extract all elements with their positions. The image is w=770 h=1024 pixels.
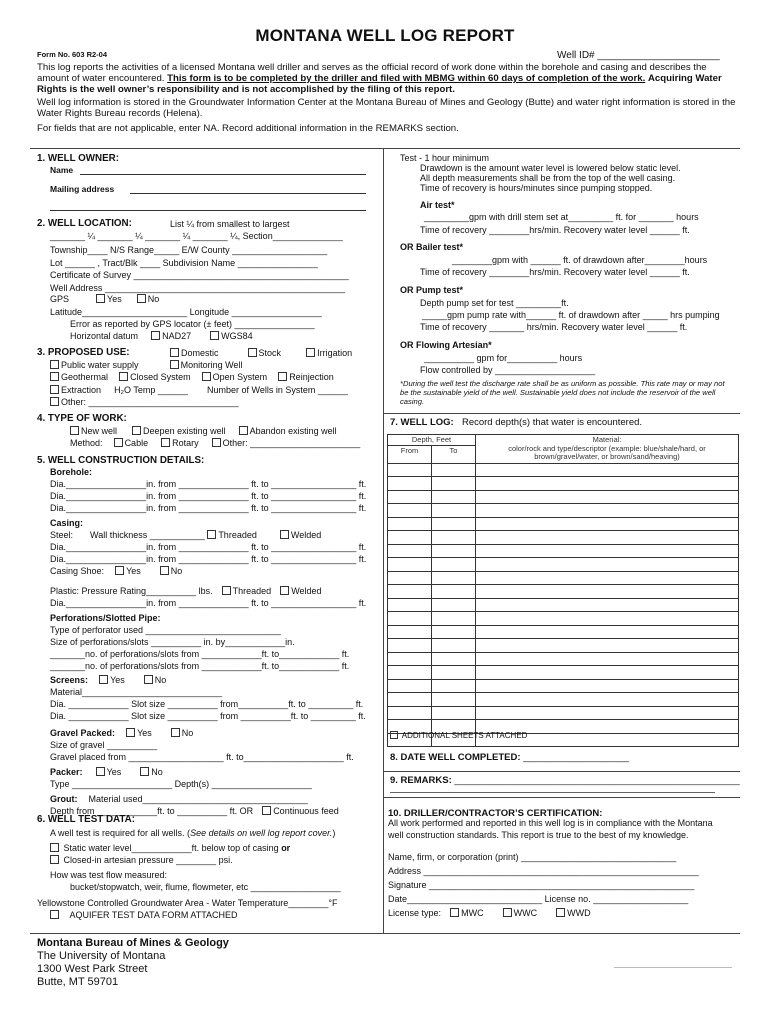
casing-label: Casing: xyxy=(50,518,84,528)
log-to-cell[interactable] xyxy=(432,706,476,720)
type-of-work-heading: 4. TYPE OF WORK: xyxy=(37,413,127,424)
well-log-row[interactable] xyxy=(388,693,739,707)
test-section-divider xyxy=(383,413,740,414)
well-log-row[interactable] xyxy=(388,585,739,599)
remarks-bottom-divider xyxy=(383,797,740,798)
threaded-checkbox[interactable] xyxy=(207,530,216,539)
well-log-row[interactable] xyxy=(388,490,739,504)
page-title: MONTANA WELL LOG REPORT xyxy=(255,26,515,45)
grout-material-field[interactable]: Material used_________________________________ xyxy=(88,794,308,804)
well-log-row[interactable] xyxy=(388,571,739,585)
lat-long-field[interactable]: Latitude_____________________ Longitude __________________ xyxy=(50,307,322,317)
date-completed-row: 8. DATE WELL COMPLETED: ____________________ xyxy=(390,752,629,763)
test-minimum: Test - 1 hour minimum xyxy=(400,153,490,163)
pump-test-row-3[interactable]: Time of recovery _______ hrs/min. Recovery water level ______ ft. xyxy=(420,322,688,332)
perforation-row-2[interactable]: _______no. of perforations/slots from ____________ft. to____________ ft. xyxy=(50,661,350,671)
intro-paragraph-3: For fields that are not applicable, enter NA. Record additional information in the REMARKS section. xyxy=(37,123,459,134)
packer-yes-checkbox[interactable] xyxy=(96,767,105,776)
nad27-checkbox[interactable] xyxy=(151,331,160,340)
footer-line-2: 1300 West Park Street xyxy=(37,963,148,975)
aquifer-row: AQUIFER TEST DATA FORM ATTACHED xyxy=(50,910,238,920)
air-test-row-1[interactable]: _________gpm with drill stem set at_________ ft. for _______ hours xyxy=(424,212,699,222)
perforator-type-field[interactable]: Type of perforator used ___________________________ xyxy=(50,625,281,635)
log-material-cell[interactable] xyxy=(476,517,739,531)
construction-heading: 5. WELL CONSTRUCTION DETAILS: xyxy=(37,455,205,466)
log-material-cell[interactable] xyxy=(476,490,739,504)
flow-measure-field[interactable]: bucket/stopwatch, weir, flume, flowmeter, etc __________________ xyxy=(70,882,341,892)
log-material-cell[interactable] xyxy=(476,666,739,680)
date-completed-field[interactable]: ____________________ xyxy=(523,752,629,763)
from-header: From xyxy=(388,446,432,463)
certificate-survey-field[interactable]: Certificate of Survey ___________________________________________ xyxy=(50,270,349,280)
screens-row: Screens: Yes No xyxy=(50,675,167,685)
rotary-checkbox[interactable] xyxy=(161,438,170,447)
well-log-row[interactable] xyxy=(388,558,739,572)
log-from-cell[interactable] xyxy=(388,477,432,491)
township-range-field[interactable]: Township____ N/S Range_____ E/W County ___________________ xyxy=(50,245,328,255)
gravel-yes-checkbox[interactable] xyxy=(126,728,135,737)
perforations-label: Perforations/Slotted Pipe: xyxy=(50,613,161,623)
additional-sheets-row: ADDITIONAL SHEETS ATTACHED xyxy=(390,731,527,740)
wwc-checkbox[interactable] xyxy=(503,908,512,917)
log-from-cell[interactable] xyxy=(388,490,432,504)
well-location-heading: 2. WELL LOCATION: xyxy=(37,218,132,229)
other-use-checkbox[interactable] xyxy=(50,397,59,406)
well-test-heading: 6. WELL TEST DATA: xyxy=(37,814,135,825)
log-to-cell[interactable] xyxy=(432,490,476,504)
static-level-checkbox[interactable] xyxy=(50,843,59,852)
top-divider xyxy=(30,148,740,149)
casing-row-1[interactable]: Dia.________________in. from ______________ ft. to _________________ ft. xyxy=(50,542,367,552)
log-to-cell[interactable] xyxy=(432,652,476,666)
test-note-drawdown: Drawdown is the amount water level is lowered below static level. xyxy=(420,163,681,173)
casing-shoe-row: Casing Shoe: Yes No xyxy=(50,566,183,576)
grout-depth-field[interactable]: Depth from ____________ft. to __________ ft. OR xyxy=(50,806,254,816)
bottom-divider xyxy=(30,933,740,934)
deepen-checkbox[interactable] xyxy=(132,426,141,435)
mailing-address-input[interactable] xyxy=(130,184,366,194)
log-from-cell[interactable] xyxy=(388,504,432,518)
wwd-checkbox[interactable] xyxy=(556,908,565,917)
log-from-cell[interactable] xyxy=(388,571,432,585)
wall-thickness-field[interactable]: Wall thickness ___________ xyxy=(90,530,205,540)
use-row-1: Domestic Stock Irrigation xyxy=(170,348,352,358)
geothermal-checkbox[interactable] xyxy=(50,372,59,381)
gravel-no-checkbox[interactable] xyxy=(171,728,180,737)
log-to-cell[interactable] xyxy=(432,504,476,518)
log-to-cell[interactable] xyxy=(432,517,476,531)
owner-name-label: Name xyxy=(50,165,74,175)
static-level-row: Static water level____________ft. below top of casing or xyxy=(50,843,290,853)
log-from-cell[interactable] xyxy=(388,612,432,626)
log-from-cell[interactable] xyxy=(388,639,432,653)
log-from-cell[interactable] xyxy=(388,706,432,720)
log-to-cell[interactable] xyxy=(432,693,476,707)
pressure-rating-field[interactable]: Plastic: Pressure Rating__________ lbs. xyxy=(50,586,213,596)
well-address-field[interactable]: Well Address ________________________________________________ xyxy=(50,283,346,293)
log-material-cell[interactable] xyxy=(476,693,739,707)
plastic-dia-row[interactable]: Dia.________________in. from ______________ ft. to _________________ ft. xyxy=(50,598,367,608)
grout-row: Grout: Material used_________________________________ xyxy=(50,794,308,804)
air-test-heading: Air test* xyxy=(420,200,455,210)
well-log-row[interactable] xyxy=(388,679,739,693)
license-type-row: License type: MWC WWC WWD xyxy=(388,908,591,918)
well-id-field[interactable]: Well ID# ______________________ xyxy=(557,50,720,61)
log-material-cell[interactable] xyxy=(476,612,739,626)
log-to-cell[interactable] xyxy=(432,639,476,653)
plastic-row: Plastic: Pressure Rating__________ lbs. Threaded Welded xyxy=(50,586,322,596)
log-to-cell[interactable] xyxy=(432,558,476,572)
log-material-cell[interactable] xyxy=(476,504,739,518)
use-row-5 xyxy=(50,397,239,407)
log-material-cell[interactable] xyxy=(476,463,739,477)
steel-row: Steel: Wall thickness ___________ Threaded Welded xyxy=(50,530,322,540)
public-supply-checkbox[interactable] xyxy=(50,360,59,369)
wgs84-checkbox[interactable] xyxy=(210,331,219,340)
log-material-cell[interactable] xyxy=(476,544,739,558)
borehole-row-3[interactable]: Dia.________________in. from ______________ ft. to _________________ ft. xyxy=(50,503,367,513)
log-to-cell[interactable] xyxy=(432,625,476,639)
log-to-cell[interactable] xyxy=(432,666,476,680)
log-from-cell[interactable] xyxy=(388,585,432,599)
packer-type-field[interactable]: Type ____________________ Depth(s) ____________________ xyxy=(50,779,312,789)
welded-checkbox[interactable] xyxy=(280,530,289,539)
log-to-cell[interactable] xyxy=(432,463,476,477)
log-from-cell[interactable] xyxy=(388,666,432,680)
cable-checkbox[interactable] xyxy=(114,438,123,447)
well-owner-heading: 1. WELL OWNER: xyxy=(37,153,120,164)
plastic-threaded-checkbox[interactable] xyxy=(222,586,231,595)
test-note-recovery: Time of recovery is hours/minutes since pumping stopped. xyxy=(420,183,653,193)
use-row-4: Extraction H₂O Temp ______ Number of Wells in System ______ xyxy=(50,385,348,395)
well-log-heading-row: 7. WELL LOG: Record depth(s) that water is encountered. xyxy=(390,417,643,428)
log-from-cell[interactable] xyxy=(388,463,432,477)
well-log-row[interactable] xyxy=(388,531,739,545)
mwc-checkbox[interactable] xyxy=(450,908,459,917)
grout-depth-row: Depth from ____________ft. to __________ ft. OR Continuous feed xyxy=(50,806,339,816)
proposed-use-heading: 3. PROPOSED USE: xyxy=(37,347,130,358)
artesian-row-2[interactable]: Flow controlled by ____________________ xyxy=(420,365,596,375)
log-from-cell[interactable] xyxy=(388,652,432,666)
other-method-field[interactable]: Other: ______________________ xyxy=(222,438,361,448)
pump-test-row-2[interactable]: _____gpm pump rate with______ ft. of drawdown after _____ hrs pumping xyxy=(422,310,720,320)
packer-row: Packer: Yes No xyxy=(50,767,163,777)
remarks-top-divider xyxy=(383,771,740,772)
log-from-cell[interactable] xyxy=(388,625,432,639)
perforation-row-1[interactable]: _______no. of perforations/slots from ____________ft. to____________ ft. xyxy=(50,649,350,659)
remarks-field[interactable]: ______________________________________________________ xyxy=(454,775,740,786)
extraction-checkbox[interactable] xyxy=(50,385,59,394)
signature-field[interactable]: Signature _____________________________________________________ xyxy=(388,880,695,890)
test-note-depth: All depth measurements shall be from the top of the well casing. xyxy=(420,173,676,183)
lot-subdivision-field[interactable]: Lot ______ , Tract/Blk ____ Subdivision Name ________________ xyxy=(50,258,318,268)
use-row-2: Public water supply Monitoring Well xyxy=(50,360,242,370)
center-divider xyxy=(383,148,384,933)
log-from-cell[interactable] xyxy=(388,517,432,531)
flowing-artesian-heading: OR Flowing Artesian* xyxy=(400,340,492,350)
well-log-row[interactable] xyxy=(388,544,739,558)
yellowstone-temp-field[interactable]: Yellowstone Controlled Groundwater Area - Water Temperature________°F xyxy=(37,898,338,908)
log-to-cell[interactable] xyxy=(432,531,476,545)
monitoring-checkbox[interactable] xyxy=(170,360,179,369)
screen-row-1[interactable]: Dia. ____________ Slot size __________ from__________ft. to _________ ft. xyxy=(50,699,364,709)
bailer-test-row-1[interactable]: ________gpm with ______ ft. of drawdown after________hours xyxy=(452,255,708,265)
to-header: To xyxy=(432,446,476,463)
air-test-row-2[interactable]: Time of recovery ________hrs/min. Recovery water level ______ ft. xyxy=(420,225,690,235)
artesian-pressure-row xyxy=(50,855,233,865)
screens-no-checkbox[interactable] xyxy=(144,675,153,684)
new-well-checkbox[interactable] xyxy=(70,426,79,435)
material-header: Material: color/rock and type/descriptor (example: blue/shale/hard, or brown/gravel/water, or brown/sand/heaving) xyxy=(476,435,739,464)
log-to-cell[interactable] xyxy=(432,585,476,599)
log-from-cell[interactable] xyxy=(388,693,432,707)
footer-mark xyxy=(614,967,732,968)
form-number: Form No. 603 R2-04 xyxy=(37,50,108,59)
well-log-row[interactable] xyxy=(388,463,739,477)
pump-test-heading: OR Pump test* xyxy=(400,285,464,295)
packer-no-checkbox[interactable] xyxy=(140,767,149,776)
log-to-cell[interactable] xyxy=(432,598,476,612)
depth-feet-header: Depth, Feet xyxy=(388,435,476,446)
domestic-checkbox[interactable] xyxy=(170,348,179,357)
irrigation-checkbox[interactable] xyxy=(306,348,315,357)
certification-text: All work performed and reported in this well log is in compliance with the Montana well construction standards. This report is true to the best of my knowledge. xyxy=(388,818,713,840)
footer-line-1: The University of Montana xyxy=(37,950,166,962)
borehole-row-1[interactable]: Dia.________________in. from ______________ ft. to _________________ ft. xyxy=(50,479,367,489)
work-row-1: New well Deepen existing well Abandon existing well xyxy=(70,426,337,436)
gps-error-field[interactable]: Error as reported by GPS locator (± feet) ________________ xyxy=(70,319,315,329)
log-material-cell[interactable] xyxy=(476,679,739,693)
screens-yes-checkbox[interactable] xyxy=(99,675,108,684)
stock-checkbox[interactable] xyxy=(248,348,257,357)
well-log-row[interactable] xyxy=(388,477,739,491)
reinjection-checkbox[interactable] xyxy=(278,372,287,381)
remarks-row: 9. REMARKS: ______________________________________________________ xyxy=(390,775,740,786)
casing-row-2[interactable]: Dia.________________in. from ______________ ft. to _________________ ft. xyxy=(50,554,367,564)
test-required-note: A well test is required for all wells. (See details on well log report cover.) xyxy=(50,828,336,838)
plastic-welded-checkbox[interactable] xyxy=(280,586,289,595)
number-wells-field[interactable]: Number of Wells in System ______ xyxy=(206,385,348,395)
footer-line-3: Butte, MT 59701 xyxy=(37,976,119,988)
bailer-test-row-2[interactable]: Time of recovery ________hrs/min. Recovery water level ______ ft. xyxy=(420,267,690,277)
log-from-cell[interactable] xyxy=(388,558,432,572)
artesian-row-1[interactable]: __________ gpm for__________ hours xyxy=(424,353,583,363)
gps-row: GPS Yes No xyxy=(50,294,160,304)
intro-paragraph-2: Well log information is stored in the Groundwater Information Center at the Montana Bureau of Mines and Geology (Butte) and water right information is stored in the Water Rights Bureau records (Helena). xyxy=(37,97,736,119)
log-to-cell[interactable] xyxy=(432,679,476,693)
log-to-cell[interactable] xyxy=(432,477,476,491)
log-material-cell[interactable] xyxy=(476,639,739,653)
log-material-cell[interactable] xyxy=(476,652,739,666)
mailing-address-label: Mailing address xyxy=(50,184,115,194)
work-row-2: Method: Cable Rotary Other: ______________________ xyxy=(70,438,361,448)
log-from-cell[interactable] xyxy=(388,544,432,558)
shoe-no-checkbox[interactable] xyxy=(160,566,169,575)
perforation-size-field[interactable]: Size of perforations/slots __________ in. by____________in. xyxy=(50,637,295,647)
gravel-size-field[interactable]: Size of gravel __________ xyxy=(50,740,158,750)
bailer-test-heading: OR Bailer test* xyxy=(400,242,464,252)
flow-measure-label: How was test flow measured: xyxy=(50,870,168,880)
well-log-row[interactable] xyxy=(388,612,739,626)
screen-material-field[interactable]: Material____________________________ xyxy=(50,687,223,697)
use-row-3: Geothermal Closed System Open System Reinjection xyxy=(50,372,334,382)
other-method-checkbox[interactable] xyxy=(212,438,221,447)
static-level-field[interactable]: Static water level____________ft. below top of casing xyxy=(63,843,279,853)
mailing-address-input-2[interactable] xyxy=(50,201,366,211)
additional-sheets-checkbox[interactable] xyxy=(390,731,398,739)
other-use-field[interactable]: Other: ______________________________ xyxy=(61,397,239,407)
log-from-cell[interactable] xyxy=(388,679,432,693)
well-log-row[interactable] xyxy=(388,517,739,531)
gps-yes-checkbox[interactable] xyxy=(96,294,105,303)
certification-heading: 10. DRILLER/CONTRACTOR’S CERTIFICATION: xyxy=(388,808,603,819)
log-material-cell[interactable] xyxy=(476,477,739,491)
open-system-checkbox[interactable] xyxy=(202,372,211,381)
log-to-cell[interactable] xyxy=(432,612,476,626)
quarter-section-field[interactable]: _______ ¼ _______ ¼ _______ ¼ _______ ¼, Section______________ xyxy=(50,231,343,241)
gravel-placed-field[interactable]: Gravel placed from ___________________ ft. to____________________ ft. xyxy=(50,752,354,762)
well-log-row[interactable] xyxy=(388,639,739,653)
log-material-cell[interactable] xyxy=(476,598,739,612)
well-log-row[interactable] xyxy=(388,706,739,720)
gravel-row: Gravel Packed: Yes No xyxy=(50,728,194,738)
well-log-row[interactable] xyxy=(388,598,739,612)
log-from-cell[interactable] xyxy=(388,531,432,545)
artesian-pressure-checkbox[interactable] xyxy=(50,855,59,864)
h2o-temp-field[interactable]: H₂O Temp ______ xyxy=(114,385,188,395)
log-material-cell[interactable] xyxy=(476,571,739,585)
log-material-cell[interactable] xyxy=(476,531,739,545)
intro-paragraph-1: This log reports the activities of a licensed Montana well driller and serves as the official record of work done within the borehole and casing and describes the amount of water encountered. This form is to be completed by the driller and filed with MBMG within 60 days of completion of the work. Acquiring Water Rights is the well owner’s responsibility and is not accomplished by the filing of this report. xyxy=(37,62,722,95)
aquifer-test-checkbox[interactable] xyxy=(50,910,59,919)
log-material-cell[interactable] xyxy=(476,706,739,720)
remarks-line-2[interactable] xyxy=(390,792,715,793)
well-log-row[interactable] xyxy=(388,625,739,639)
driller-address-field[interactable]: Address _______________________________________________________ xyxy=(388,866,699,876)
well-log-row[interactable] xyxy=(388,652,739,666)
pump-test-row-1[interactable]: Depth pump set for test _________ft. xyxy=(420,298,569,308)
owner-name-input[interactable] xyxy=(80,165,366,175)
borehole-row-2[interactable]: Dia.________________in. from ______________ ft. to _________________ ft. xyxy=(50,491,367,501)
closed-system-checkbox[interactable] xyxy=(119,372,128,381)
log-material-cell[interactable] xyxy=(476,625,739,639)
artesian-pressure-field[interactable]: Closed-in artesian pressure ________ psi. xyxy=(63,855,233,865)
driller-name-field[interactable]: Name, firm, or corporation (print) _______________________________ xyxy=(388,852,677,862)
log-to-cell[interactable] xyxy=(432,571,476,585)
well-log-row[interactable] xyxy=(388,666,739,680)
screen-row-2[interactable]: Dia. ____________ Slot size __________ from __________ft. to _________ ft. xyxy=(50,711,366,721)
log-material-cell[interactable] xyxy=(476,558,739,572)
log-from-cell[interactable] xyxy=(388,598,432,612)
datum-row: Horizontal datum NAD27 WGS84 xyxy=(70,331,253,341)
shoe-yes-checkbox[interactable] xyxy=(115,566,124,575)
abandon-checkbox[interactable] xyxy=(239,426,248,435)
log-to-cell[interactable] xyxy=(432,544,476,558)
footer-org: Montana Bureau of Mines & Geology xyxy=(37,937,229,949)
well-log-row[interactable] xyxy=(388,504,739,518)
continuous-feed-checkbox[interactable] xyxy=(262,806,271,815)
borehole-label: Borehole: xyxy=(50,467,93,477)
well-test-footnote: *During the well test the discharge rate shall be as uniform as possible. This rate may or may not be the sustainable yield of the well. Sustainable yield does not include the reservoir of the well casing. xyxy=(400,379,725,406)
location-hint: List ¼ from smallest to largest xyxy=(170,219,290,229)
date-license-field[interactable]: Date___________________________ License no. ___________________ xyxy=(388,894,689,904)
log-material-cell[interactable] xyxy=(476,585,739,599)
well-log-table xyxy=(387,434,739,747)
gps-no-checkbox[interactable] xyxy=(137,294,146,303)
